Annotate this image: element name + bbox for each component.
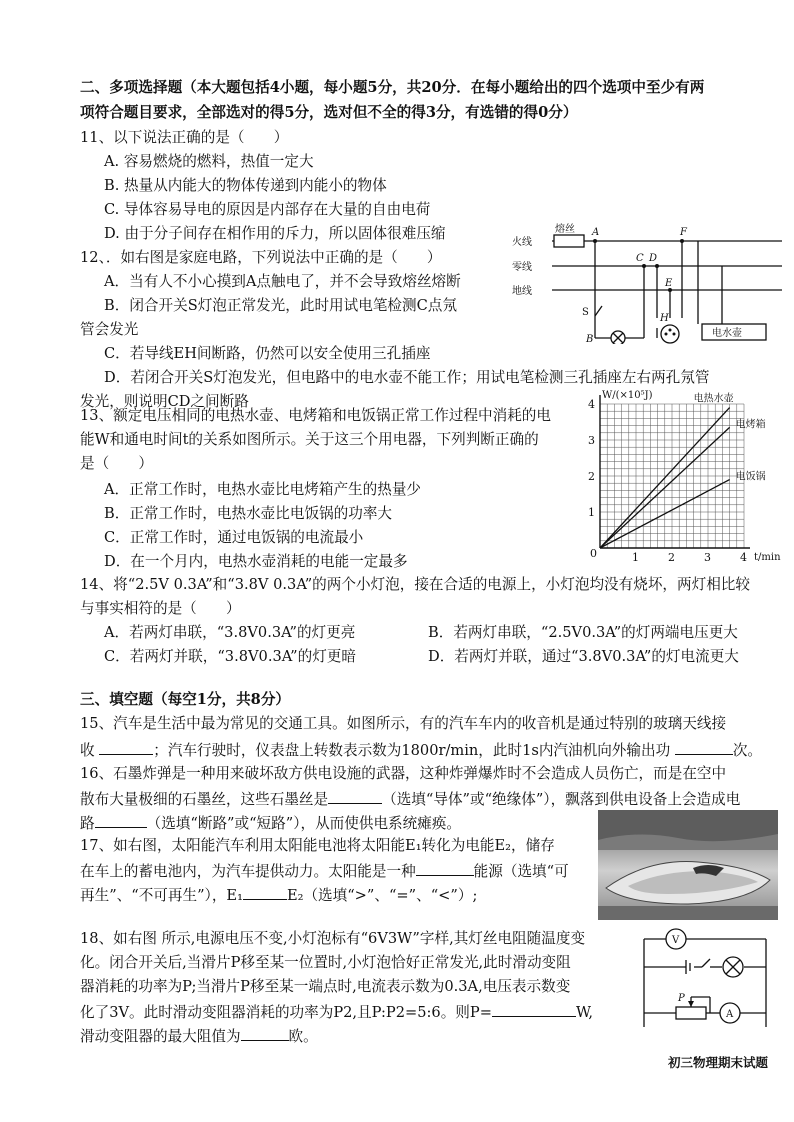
solar-car-illustration	[598, 810, 778, 920]
q16-line2-a: 散布大量极细的石墨丝，这些石墨丝是	[80, 791, 329, 808]
q11-stem: 11、以下说法正确的是（ ）	[80, 129, 289, 146]
q18-line3: 器消耗的功率为P;当滑片P移至某一端点时,电流表示数为0.3A,电压表示数变	[80, 978, 571, 995]
slider-arrow-icon	[688, 1001, 694, 1007]
series-label: 电热水壶	[693, 393, 734, 405]
solar-car-photo	[598, 810, 778, 920]
q18-line4	[80, 1001, 593, 1023]
q16-line1: 16、石墨炸弹是一种用来破坏敌方供电设施的武器，这种炸弹爆炸时不会造成人员伤亡，而是在空中	[80, 765, 727, 782]
q15-line2-b: ；汽车行驶时，仪表盘上转数表示数为1800r/min，此时1s内汽油机向外输出功	[153, 742, 671, 759]
q14-option-b: B．若两灯串联，“2.5V0.3A”的灯两端电压更大	[428, 624, 738, 641]
slider-p-label: P	[678, 993, 685, 1004]
q18-circuit-diagram	[640, 925, 776, 1043]
q18-line4-a: 化了3V。此时滑动变阻器消耗的功率为P2,且P:P2=5:6。则P=	[80, 1004, 492, 1021]
point-c-label: C	[636, 253, 644, 264]
y-tick-label: 3	[588, 434, 595, 447]
x-tick-label: 1	[632, 551, 639, 564]
q11-option-d: D. 由于分子间存在相作用的斥力，所以固体很难压缩	[104, 225, 446, 242]
q18-line2: 化。闭合开关后,当滑片P移至某一位置时,小灯泡恰好正常发光,此时滑动变阻	[80, 954, 571, 971]
q17-line2	[80, 860, 569, 882]
q14-option-c: C．若两灯并联，“3.8V0.3A”的灯更暗	[104, 648, 356, 665]
neutral-wire-label: 零线	[512, 262, 532, 273]
q14-option-d: D．若两灯并联，通过“3.8V0.3A”的灯电流更大	[428, 648, 739, 665]
q17-line3-a: 再生”、“不可再生”），E₁	[80, 887, 243, 904]
q18-line1: 18、如右图 所示,电源电压不变,小灯泡标有“6V3W”字样,其灯丝电阻随温度变	[80, 930, 586, 947]
origin-label: 0	[590, 547, 597, 560]
q16-blank-1[interactable]	[328, 788, 382, 804]
series-label: 电饭锅	[735, 471, 766, 483]
section2-title-line1: 二、多项选择题（本大题包括4小题，每小题5分，共20分．在每小题给出的四个选项中至少有两	[80, 79, 705, 96]
q14-option-a: A．若两灯串联，“3.8V0.3A”的灯更亮	[104, 624, 356, 641]
q16-line3-b: （选填“断路”或“短路”），从而使供电系统瘫痪。	[146, 815, 462, 832]
q11-option-a: A. 容易燃烧的燃料，热值一定大	[104, 153, 314, 170]
point-a-label: A	[592, 227, 600, 238]
q18-blank-2[interactable]	[241, 1025, 289, 1041]
q18-line5-b: 欧。	[288, 1028, 318, 1045]
kettle-label: 电水壶	[712, 328, 742, 339]
ground-wire-label: 地线	[512, 286, 532, 297]
point-h-label: H	[660, 313, 669, 324]
q17-blank-1[interactable]	[416, 860, 474, 876]
x-axis-label: t/min	[754, 552, 781, 563]
q15-line2-c: 次。	[732, 742, 763, 759]
q12-option-a: A．当有人不小心摸到A点触电了，并不会导致熔丝熔断	[104, 273, 461, 290]
q12-option-b-line1: B．闭合开关S灯泡正常发光，此时用试电笔检测C点氖	[104, 297, 457, 314]
q18-line5-a: 滑动变阻器的最大阻值为	[80, 1028, 241, 1045]
q17-line2-b: 能源（选填“可	[473, 863, 569, 880]
q15-line2-a: 收	[80, 742, 95, 759]
point-e-label: E	[665, 278, 673, 289]
q16-line3	[80, 812, 461, 834]
q14-stem-line2: 与事实相符的是（ ）	[80, 600, 241, 617]
q12-option-b-line2: 管会发光	[80, 321, 139, 338]
q12-option-d-line1: D．若闭合开关S灯泡发光，但电路中的电水壶不能工作；用试电笔检测三孔插座左右两孔氖管	[104, 369, 710, 386]
q13-stem-line1: 13、额定电压相同的电热水壶、电烤箱和电饭锅正常工作过程中消耗的电	[80, 407, 551, 424]
q17-line3-b: E₂（选填“>”、“=”、“<”）;	[286, 887, 478, 904]
q13-stem-line2: 能W和通电时间t的关系如图所示。关于这三个用电器，下列判断正确的	[80, 431, 539, 448]
q14-stem-line1: 14、将“2.5V 0.3A”和“3.8V 0.3A”的两个小灯泡，接在合适的电源上，小灯泡均没有烧坏，两灯相比较	[80, 576, 750, 593]
switch-s-label: S	[582, 307, 589, 318]
household-circuit-diagram	[512, 220, 788, 344]
q15-blank-2[interactable]	[675, 739, 733, 755]
x-tick-label: 4	[740, 551, 747, 564]
q18-line4-b: W,	[575, 1004, 594, 1021]
q16-line2	[80, 788, 740, 810]
fuse-label: 熔丝	[555, 224, 575, 235]
q17-line3	[80, 884, 477, 906]
q13-option-c: C．正常工作时，通过电饭锅的电流最小	[104, 529, 364, 546]
q12-stem: 12、．如右图是家庭电路，下列说法中正确的是（ ）	[80, 249, 442, 266]
q13-option-a: A．正常工作时，电热水壶比电烤箱产生的热量少	[104, 481, 422, 498]
q12-option-d-line2: 发光，则说明CD之间断路	[80, 393, 249, 410]
point-d-label: D	[649, 253, 658, 264]
y-tick-label: 1	[588, 506, 595, 519]
voltmeter-label: V	[672, 935, 680, 946]
point-b-label: B	[586, 334, 594, 344]
section2-title-line2: 项符合题目要求，全部选对的得5分，选对但不全的得3分，有选错的得0分）	[80, 104, 578, 121]
point-f-label: F	[680, 227, 687, 238]
q15-line1: 15、汽车是生活中最为常见的交通工具。如图所示，有的汽车车内的收音机是通过特别的玻璃天线接	[80, 715, 727, 732]
q17-blank-2[interactable]	[243, 884, 287, 900]
live-wire-label: 火线	[512, 237, 532, 248]
q13-option-b: B．正常工作时，电热水壶比电饭锅的功率大	[104, 505, 393, 522]
q18-line5	[80, 1025, 318, 1047]
q15-line2	[80, 739, 762, 761]
q16-blank-2[interactable]	[95, 812, 147, 828]
q11-option-b: B. 热量从内能大的物体传递到内能小的物体	[104, 177, 387, 194]
q15-blank-1[interactable]	[99, 739, 153, 755]
section3-title: 三、填空题（每空1分，共8分）	[80, 691, 291, 708]
ammeter-label: A	[726, 1009, 734, 1020]
q11-option-c: C. 导体容易导电的原因是内部存在大量的自由电荷	[104, 201, 431, 218]
q17-line1: 17、如右图，太阳能汽车利用太阳能电池将太阳能E₁转化为电能E₂，储存	[80, 837, 555, 854]
y-axis-label: W/(×10⁵J)	[602, 390, 653, 401]
y-tick-label: 4	[588, 398, 595, 411]
q17-line2-a: 在车上的蓄电池内，为汽车提供动力。太阳能是一种	[80, 863, 416, 880]
x-tick-label: 2	[668, 551, 675, 564]
q18-blank-1[interactable]	[492, 1001, 576, 1017]
x-tick-label: 3	[704, 551, 711, 564]
q16-line2-b: （选填“导体”或“绝缘体”），飘落到供电设备上会造成电	[382, 791, 741, 808]
energy-time-chart	[578, 385, 788, 570]
y-tick-label: 2	[588, 470, 595, 483]
q13-option-d: D．在一个月内，电热水壶消耗的电能一定最多	[104, 553, 408, 570]
q16-line3-a: 路	[80, 815, 95, 832]
q12-option-c: C．若导线EH间断路，仍然可以安全使用三孔插座	[104, 345, 431, 362]
series-label: 电烤箱	[735, 419, 766, 431]
q13-stem-line3: 是（ ）	[80, 455, 153, 472]
page-footer: 初三物理期末试题	[667, 1055, 768, 1070]
